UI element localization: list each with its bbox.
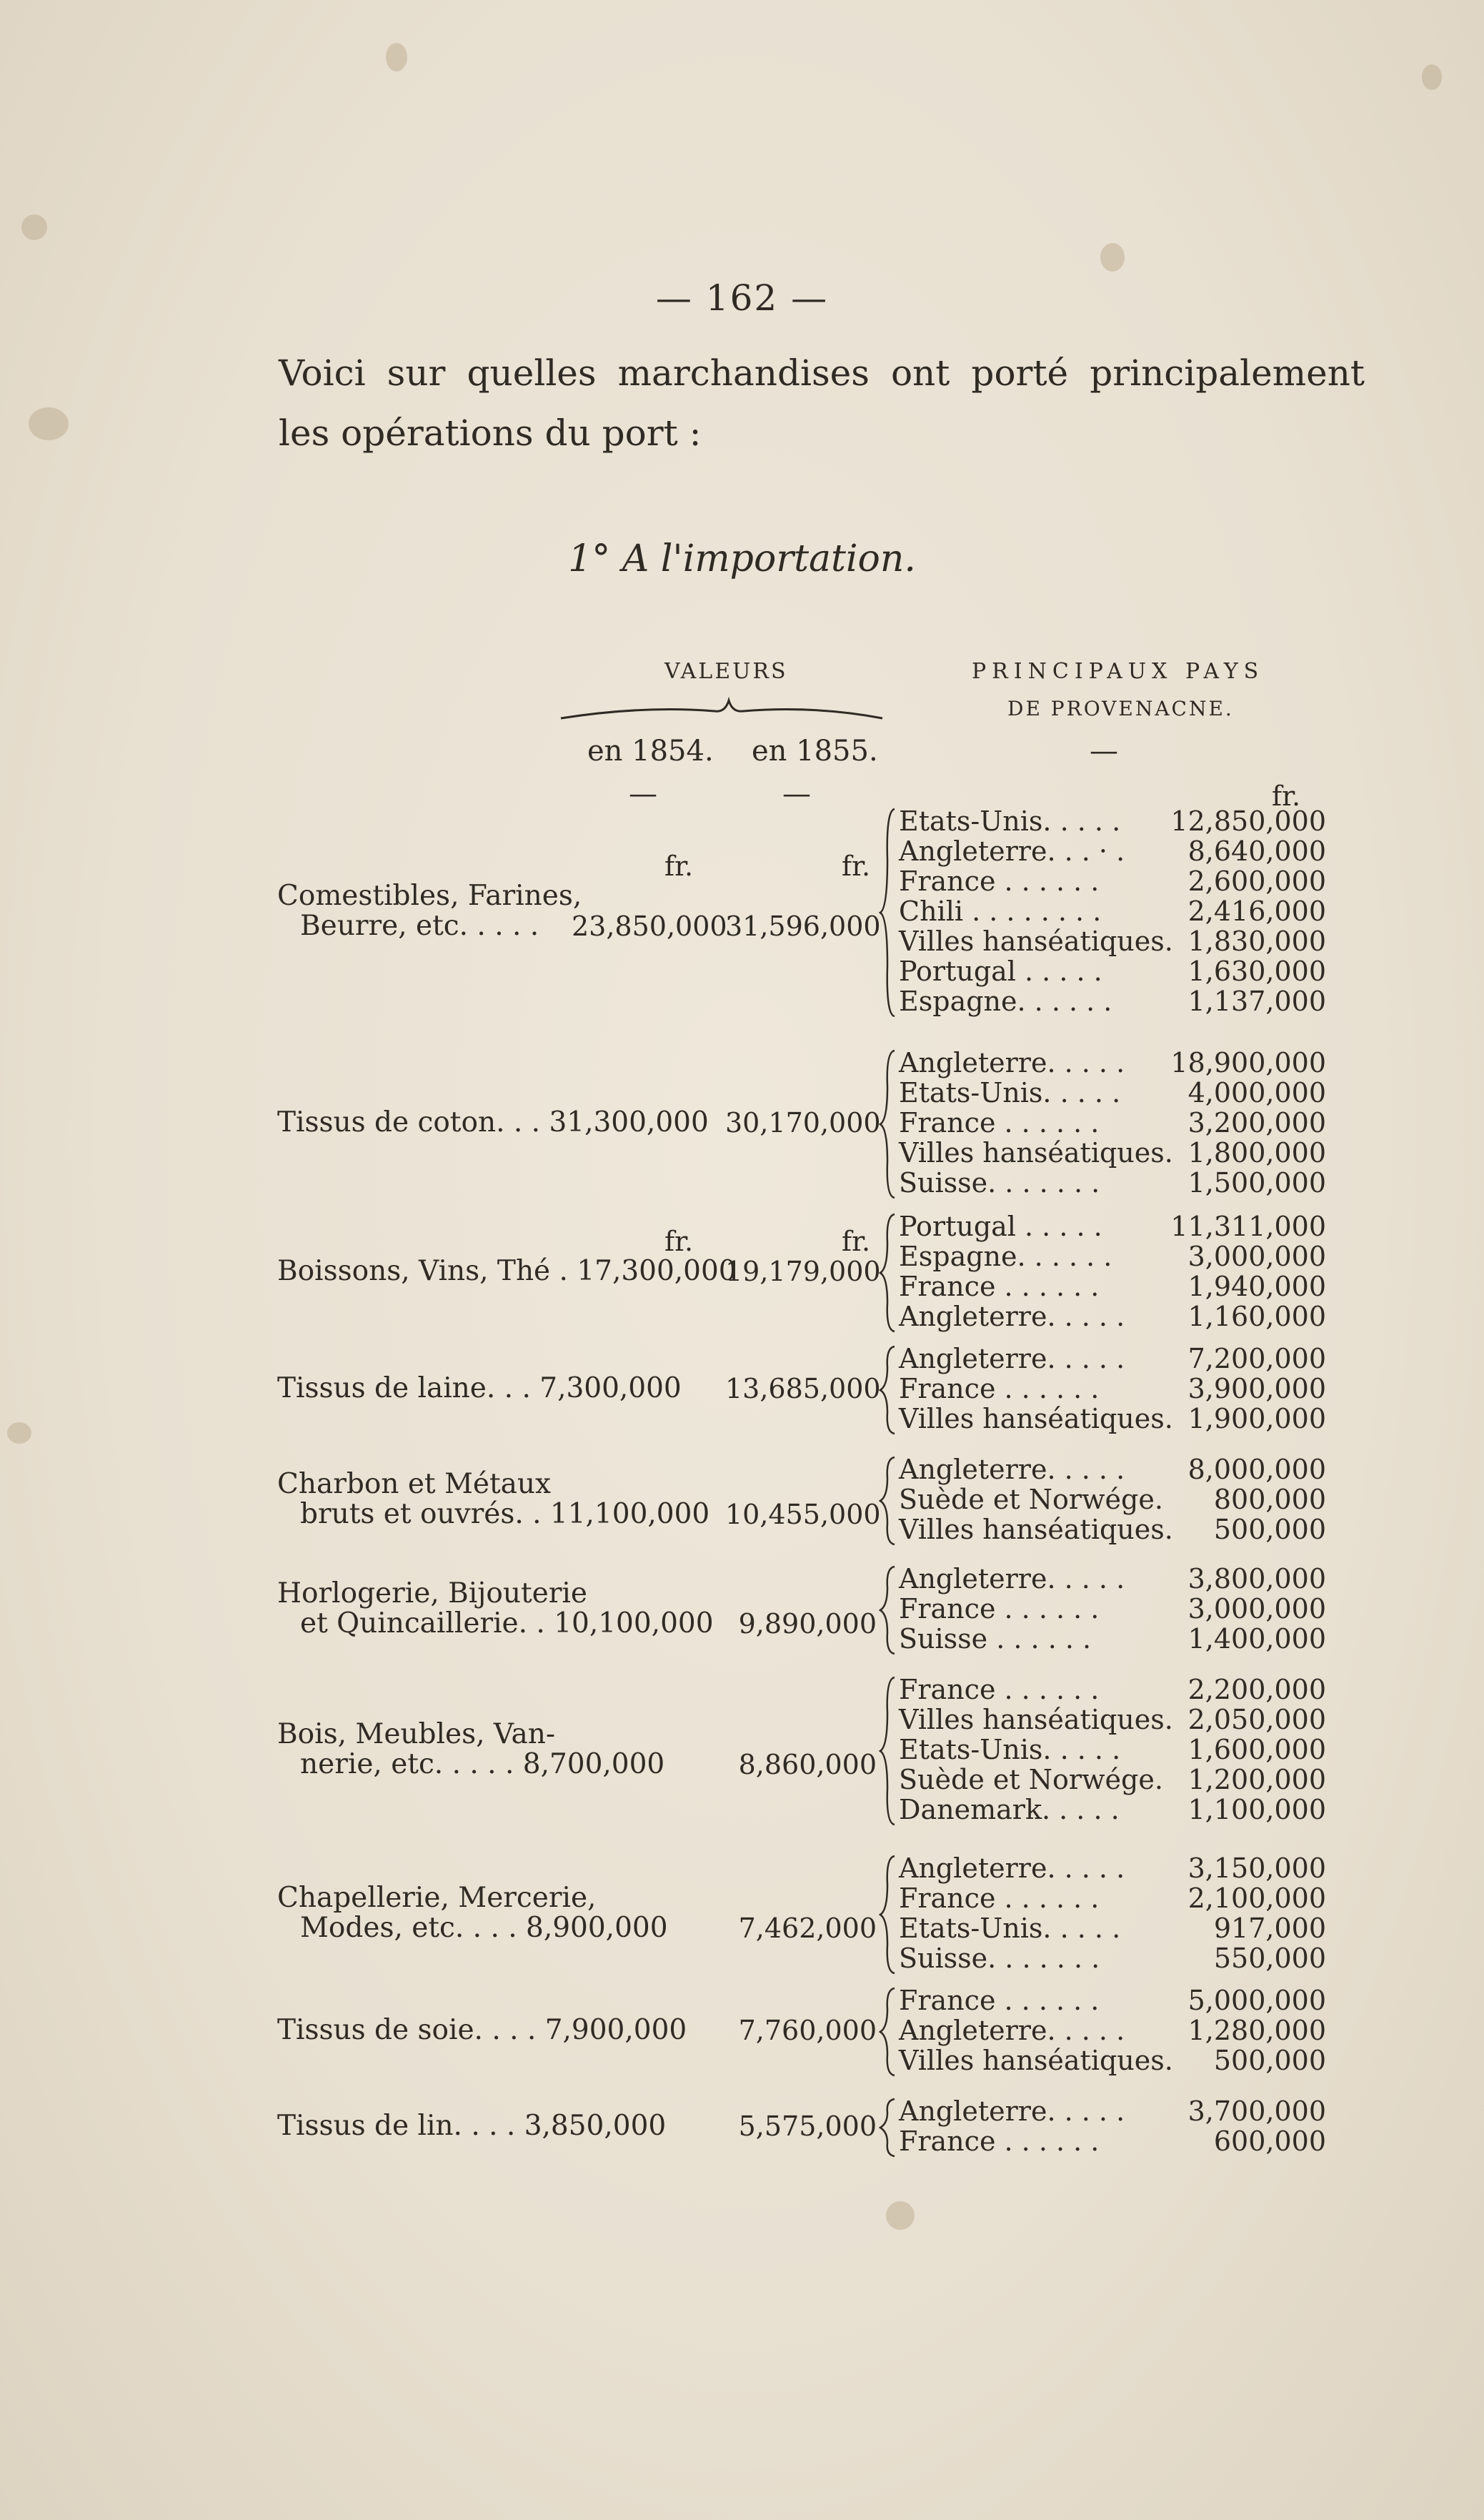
country-value: 600,000 bbox=[1213, 2125, 1326, 2157]
country-name: Angleterre. . . . . bbox=[899, 2015, 1125, 2046]
country-name: France . . . . . . bbox=[899, 1107, 1100, 1139]
value-1855: 19,179,000 bbox=[725, 1256, 881, 1287]
value-1855: 5,575,000 bbox=[738, 2110, 877, 2142]
country-name: France . . . . . . bbox=[899, 1674, 1100, 1705]
country-value: 1,200,000 bbox=[1187, 1764, 1326, 1795]
country-value: 1,600,000 bbox=[1187, 1734, 1326, 1765]
country-value: 500,000 bbox=[1213, 2045, 1326, 2076]
country-value: 2,100,000 bbox=[1187, 1882, 1326, 1914]
country-value: 3,000,000 bbox=[1187, 1241, 1326, 1272]
country-value: 3,700,000 bbox=[1187, 2095, 1326, 2127]
category-label: Modes, etc. . . . 8,900,000 bbox=[300, 1912, 668, 1944]
category-label: et Quincaillerie. . 10,100,000 bbox=[300, 1607, 714, 1640]
country-name: Villes hanséatiques. bbox=[899, 1137, 1173, 1169]
country-name: France . . . . . . bbox=[899, 1271, 1100, 1302]
country-name: Suède et Norwége. bbox=[899, 1764, 1163, 1795]
country-value: 11,311,000 bbox=[1170, 1211, 1326, 1242]
country-name: Angleterre. . . . . bbox=[899, 1454, 1125, 1485]
header-pays-line2: DE PROVENACNE. bbox=[1007, 697, 1234, 720]
category-label: Tissus de laine. . . 7,300,000 bbox=[277, 1372, 682, 1404]
paper-stain bbox=[21, 214, 47, 240]
country-brace-icon bbox=[879, 1855, 897, 1975]
country-value: 1,800,000 bbox=[1187, 1137, 1326, 1169]
country-name: France . . . . . . bbox=[899, 1593, 1100, 1624]
category-label: Chapellerie, Mercerie, bbox=[277, 1882, 597, 1914]
section-title: 1° A l'importation. bbox=[568, 537, 916, 580]
country-brace-icon bbox=[879, 808, 897, 1018]
paper-stain bbox=[1422, 64, 1442, 90]
country-value: 2,600,000 bbox=[1187, 865, 1326, 897]
country-value: 500,000 bbox=[1213, 1514, 1326, 1545]
country-name: Portugal . . . . . bbox=[899, 956, 1102, 987]
category-label: Beurre, etc. . . . . bbox=[300, 910, 539, 942]
value-1855: 31,596,000 bbox=[725, 911, 881, 942]
country-brace-icon bbox=[879, 1456, 897, 1546]
category-label: nerie, etc. . . . . 8,700,000 bbox=[300, 1748, 665, 1780]
country-name: Angleterre. . . . . bbox=[899, 1047, 1125, 1078]
unit-fr-1854: fr. bbox=[664, 850, 694, 882]
country-value: 1,280,000 bbox=[1187, 2015, 1326, 2046]
country-brace-icon bbox=[879, 1049, 897, 1199]
value-1854: 23,850,000 bbox=[572, 911, 727, 942]
country-brace-icon bbox=[879, 1213, 897, 1333]
country-value: 550,000 bbox=[1213, 1943, 1326, 1974]
country-name: Etats-Unis. . . . . bbox=[899, 1734, 1121, 1765]
unit-fr-1855: fr. bbox=[842, 1226, 871, 1257]
country-name: France . . . . . . bbox=[899, 1985, 1100, 2016]
country-name: France . . . . . . bbox=[899, 1373, 1100, 1404]
country-name: France . . . . . . bbox=[899, 2125, 1100, 2157]
header-year-1855: en 1855. bbox=[752, 735, 878, 768]
country-value: 917,000 bbox=[1213, 1913, 1326, 1944]
country-value: 1,400,000 bbox=[1187, 1623, 1326, 1655]
country-value: 7,200,000 bbox=[1187, 1343, 1326, 1374]
value-1855: 9,890,000 bbox=[738, 1608, 877, 1640]
category-label: Boissons, Vins, Thé . 17,300,000 bbox=[277, 1255, 737, 1287]
category-label: Charbon et Métaux bbox=[277, 1468, 552, 1500]
paper-stain bbox=[886, 2201, 915, 2230]
country-name: Suisse. . . . . . . bbox=[899, 1943, 1100, 1974]
intro-paragraph bbox=[279, 343, 1365, 463]
paper-stain bbox=[29, 407, 69, 440]
country-name: Suède et Norwége. bbox=[899, 1484, 1163, 1515]
country-value: 18,900,000 bbox=[1170, 1047, 1326, 1078]
country-name: Suisse . . . . . . bbox=[899, 1623, 1092, 1655]
country-value: 1,137,000 bbox=[1187, 986, 1326, 1017]
country-value: 12,850,000 bbox=[1170, 805, 1326, 837]
country-name: Etats-Unis. . . . . bbox=[899, 1077, 1121, 1108]
country-brace-icon bbox=[879, 1676, 897, 1826]
header-dash-pays: — bbox=[1090, 735, 1118, 768]
country-value: 1,100,000 bbox=[1187, 1794, 1326, 1825]
country-name: Portugal . . . . . bbox=[899, 1211, 1102, 1242]
header-dash-1854: — bbox=[629, 778, 657, 810]
header-dash-1855: — bbox=[782, 778, 811, 810]
country-name: Angleterre. . . . . bbox=[899, 1852, 1125, 1884]
country-name: France . . . . . . bbox=[899, 865, 1100, 897]
paper-stain bbox=[7, 1422, 31, 1444]
value-1855: 13,685,000 bbox=[725, 1373, 881, 1404]
country-value: 800,000 bbox=[1213, 1484, 1326, 1515]
country-brace-icon bbox=[879, 1345, 897, 1435]
country-value: 1,500,000 bbox=[1187, 1167, 1326, 1199]
page-number: — 162 — bbox=[655, 277, 829, 319]
country-value: 1,940,000 bbox=[1187, 1271, 1326, 1302]
category-label: Bois, Meubles, Van- bbox=[277, 1718, 556, 1750]
country-value: 8,000,000 bbox=[1187, 1454, 1326, 1485]
category-label: Tissus de lin. . . . 3,850,000 bbox=[277, 2110, 667, 2142]
country-name: Etats-Unis. . . . . bbox=[899, 805, 1121, 837]
intro-line-2: les opérations du port : bbox=[279, 412, 702, 454]
value-1855: 30,170,000 bbox=[725, 1107, 881, 1139]
category-label: Horlogerie, Bijouterie bbox=[277, 1577, 587, 1609]
country-name: France . . . . . . bbox=[899, 1882, 1100, 1914]
country-name: Angleterre. . . . . bbox=[899, 1301, 1125, 1332]
country-name: Espagne. . . . . . bbox=[899, 986, 1112, 1017]
country-name: Villes hanséatiques. bbox=[899, 1514, 1173, 1545]
country-value: 1,160,000 bbox=[1187, 1301, 1326, 1332]
country-brace-icon bbox=[879, 1987, 897, 2077]
header-pays-line1: PRINCIPAUX PAYS bbox=[972, 659, 1265, 684]
country-name: Suisse. . . . . . . bbox=[899, 1167, 1100, 1199]
country-value: 1,830,000 bbox=[1187, 926, 1326, 957]
valeurs-brace-icon bbox=[557, 697, 886, 725]
category-label: Tissus de coton. . . 31,300,000 bbox=[277, 1106, 709, 1139]
country-brace-icon bbox=[879, 1565, 897, 1655]
country-name: Etats-Unis. . . . . bbox=[899, 1913, 1121, 1944]
header-unit-fr: fr. bbox=[1272, 780, 1301, 812]
header-valeurs: VALEURS bbox=[664, 659, 788, 684]
country-value: 3,800,000 bbox=[1187, 1563, 1326, 1594]
country-name: Angleterre. . . . . bbox=[899, 1343, 1125, 1374]
category-label: Comestibles, Farines, bbox=[277, 880, 582, 912]
country-brace-icon bbox=[879, 2098, 897, 2158]
country-value: 2,200,000 bbox=[1187, 1674, 1326, 1705]
country-name: Villes hanséatiques. bbox=[899, 1704, 1173, 1735]
country-name: Angleterre. . . . . bbox=[899, 2095, 1125, 2127]
unit-fr-1854: fr. bbox=[664, 1226, 694, 1257]
country-name: Angleterre. . . · . bbox=[899, 835, 1125, 867]
unit-fr-1855: fr. bbox=[842, 850, 871, 882]
country-value: 1,630,000 bbox=[1187, 956, 1326, 987]
country-name: Villes hanséatiques. bbox=[899, 1403, 1173, 1434]
category-label: Tissus de soie. . . . 7,900,000 bbox=[277, 2014, 687, 2046]
paper-stain bbox=[1100, 243, 1125, 272]
country-name: Danemark. . . . . bbox=[899, 1794, 1120, 1825]
country-value: 2,050,000 bbox=[1187, 1704, 1326, 1735]
value-1855: 7,760,000 bbox=[738, 2015, 877, 2046]
paper-stain bbox=[386, 43, 407, 71]
intro-line-1: Voici sur quelles marchandises ont porté principalement bbox=[279, 352, 1365, 394]
value-1855: 8,860,000 bbox=[738, 1749, 877, 1780]
country-value: 3,150,000 bbox=[1187, 1852, 1326, 1884]
country-value: 3,000,000 bbox=[1187, 1593, 1326, 1624]
header-year-1854: en 1854. bbox=[587, 735, 714, 768]
country-value: 2,416,000 bbox=[1187, 896, 1326, 927]
country-value: 4,000,000 bbox=[1187, 1077, 1326, 1108]
country-value: 3,900,000 bbox=[1187, 1373, 1326, 1404]
country-name: Villes hanséatiques. bbox=[899, 2045, 1173, 2076]
country-name: Espagne. . . . . . bbox=[899, 1241, 1112, 1272]
country-value: 3,200,000 bbox=[1187, 1107, 1326, 1139]
value-1855: 7,462,000 bbox=[738, 1913, 877, 1944]
category-label: bruts et ouvrés. . 11,100,000 bbox=[300, 1498, 710, 1530]
country-value: 1,900,000 bbox=[1187, 1403, 1326, 1434]
value-1855: 10,455,000 bbox=[725, 1499, 881, 1530]
country-value: 5,000,000 bbox=[1187, 1985, 1326, 2016]
country-name: Angleterre. . . . . bbox=[899, 1563, 1125, 1594]
country-name: Chili . . . . . . . . bbox=[899, 896, 1102, 927]
country-name: Villes hanséatiques. bbox=[899, 926, 1173, 957]
country-value: 8,640,000 bbox=[1187, 835, 1326, 867]
